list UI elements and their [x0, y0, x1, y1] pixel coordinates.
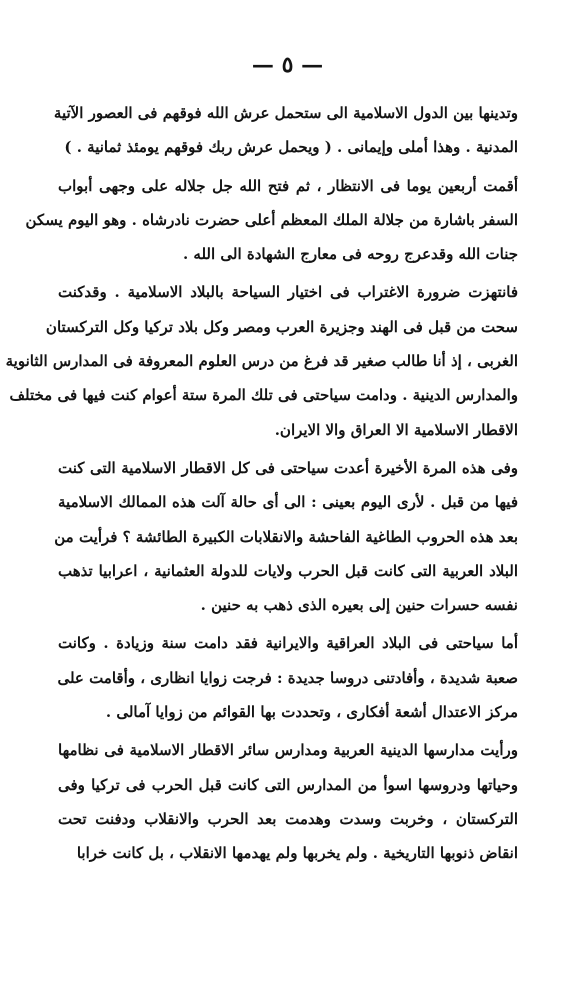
- text-line: التركستان ، وخربت وسدت وهدمت بعد الحرب والانقلاب ودفنت تحت: [58, 809, 518, 828]
- text-line: الغربى ، إذ أنا طالب صغير قد فرغ من درس العلوم المعروفة فى المدارس الثانوية: [5, 352, 518, 371]
- text-line: سحت من قبل فى الهند وجزيرة العرب ومصر وكل بلاد تركيا وكل التركستان: [45, 317, 518, 336]
- text-line: أقمت أربعين يوما فى الانتظار ، ثم فتح الله جل جلاله على وجهى أبواب: [58, 176, 518, 195]
- paragraph: [5, 275, 518, 446]
- text-line: وحياتها ودروسها اسوأ من المدارس التى كانت قبل الحرب فى تركيا وفى: [58, 775, 518, 794]
- text-line: مركز الاعتدال أشعة أفكارى ، وتحددت بها القوائم من زوايا آمالى .: [105, 703, 518, 722]
- paragraph: [53, 96, 518, 165]
- paragraph: [58, 733, 518, 870]
- text-line: البلاد العربية التى كانت قبل الحرب ولايات للدولة العثمانية ، اعرابيا تذهب: [58, 561, 518, 580]
- paragraph: [54, 451, 518, 622]
- text-line: أما سياحتى فى البلاد العراقية والايرانية فقد دامت سنة وزيادة . وكانت: [58, 634, 518, 653]
- text-line: فيها من قبل . لأرى اليوم بعينى : الى أى حالة آلت هذه الممالك الاسلامية: [58, 493, 518, 512]
- text-line: فانتهزت ضرورة الاغتراب فى اختيار السياحة بالبلاد الاسلامية . وقدكنت: [58, 283, 518, 302]
- text-line: جنات الله وقدعرج روحه فى معارج الشهادة الى الله .: [182, 245, 518, 264]
- text-line: الاقطار الاسلامية الا العراق والا الايران.: [274, 420, 518, 439]
- text-line: بعد هذه الحروب الطاغية الفاحشة والانقلابات الكبيرة الطائشة ؟ فرأيت من: [54, 527, 518, 546]
- text-line: نفسه حسرات حنين إلى بعيره الذى ذهب به حنين .: [200, 596, 518, 615]
- text-line: المدنية . وهذا أملى وإيمانى . ( ويحمل عرش ربك فوقهم يومئذ ثمانية . ): [64, 138, 518, 157]
- paragraph: [58, 626, 518, 729]
- text-line: السفر باشارة من جلالة الملك المعظم أعلى حضرت نادرشاه . وهو اليوم يسكن: [25, 210, 518, 229]
- paragraph: [25, 169, 518, 272]
- text-line: والمدارس الدينية . ودامت سياحتى فى تلك المرة ستة أعوام كنت فيها فى مختلف: [9, 386, 518, 405]
- text-line: صعبة شديدة ، وأفادتنى دروسا جديدة : فرجت زوايا انظارى ، وأقامت على: [57, 668, 518, 687]
- text-line: ورأيت مدارسها الدينية العربية ومدارس سائر الاقطار الاسلامية فى نظامها: [58, 741, 518, 760]
- text-line: وتدينها بين الدول الاسلامية الى ستحمل عرش الله فوقهم فى العصور الآتية: [53, 104, 518, 122]
- page-number-header: — ٥ —: [251, 52, 324, 78]
- text-line: وفى هذه المرة الأخيرة أعدت سياحتى فى كل الاقطار الاسلامية التى كنت: [58, 458, 518, 477]
- body-text: [5, 96, 518, 871]
- text-line: انقاض ذنوبها التاريخية . ولم يخربها ولم يهدمها الانقلاب ، بل كانت خرابا: [76, 844, 518, 863]
